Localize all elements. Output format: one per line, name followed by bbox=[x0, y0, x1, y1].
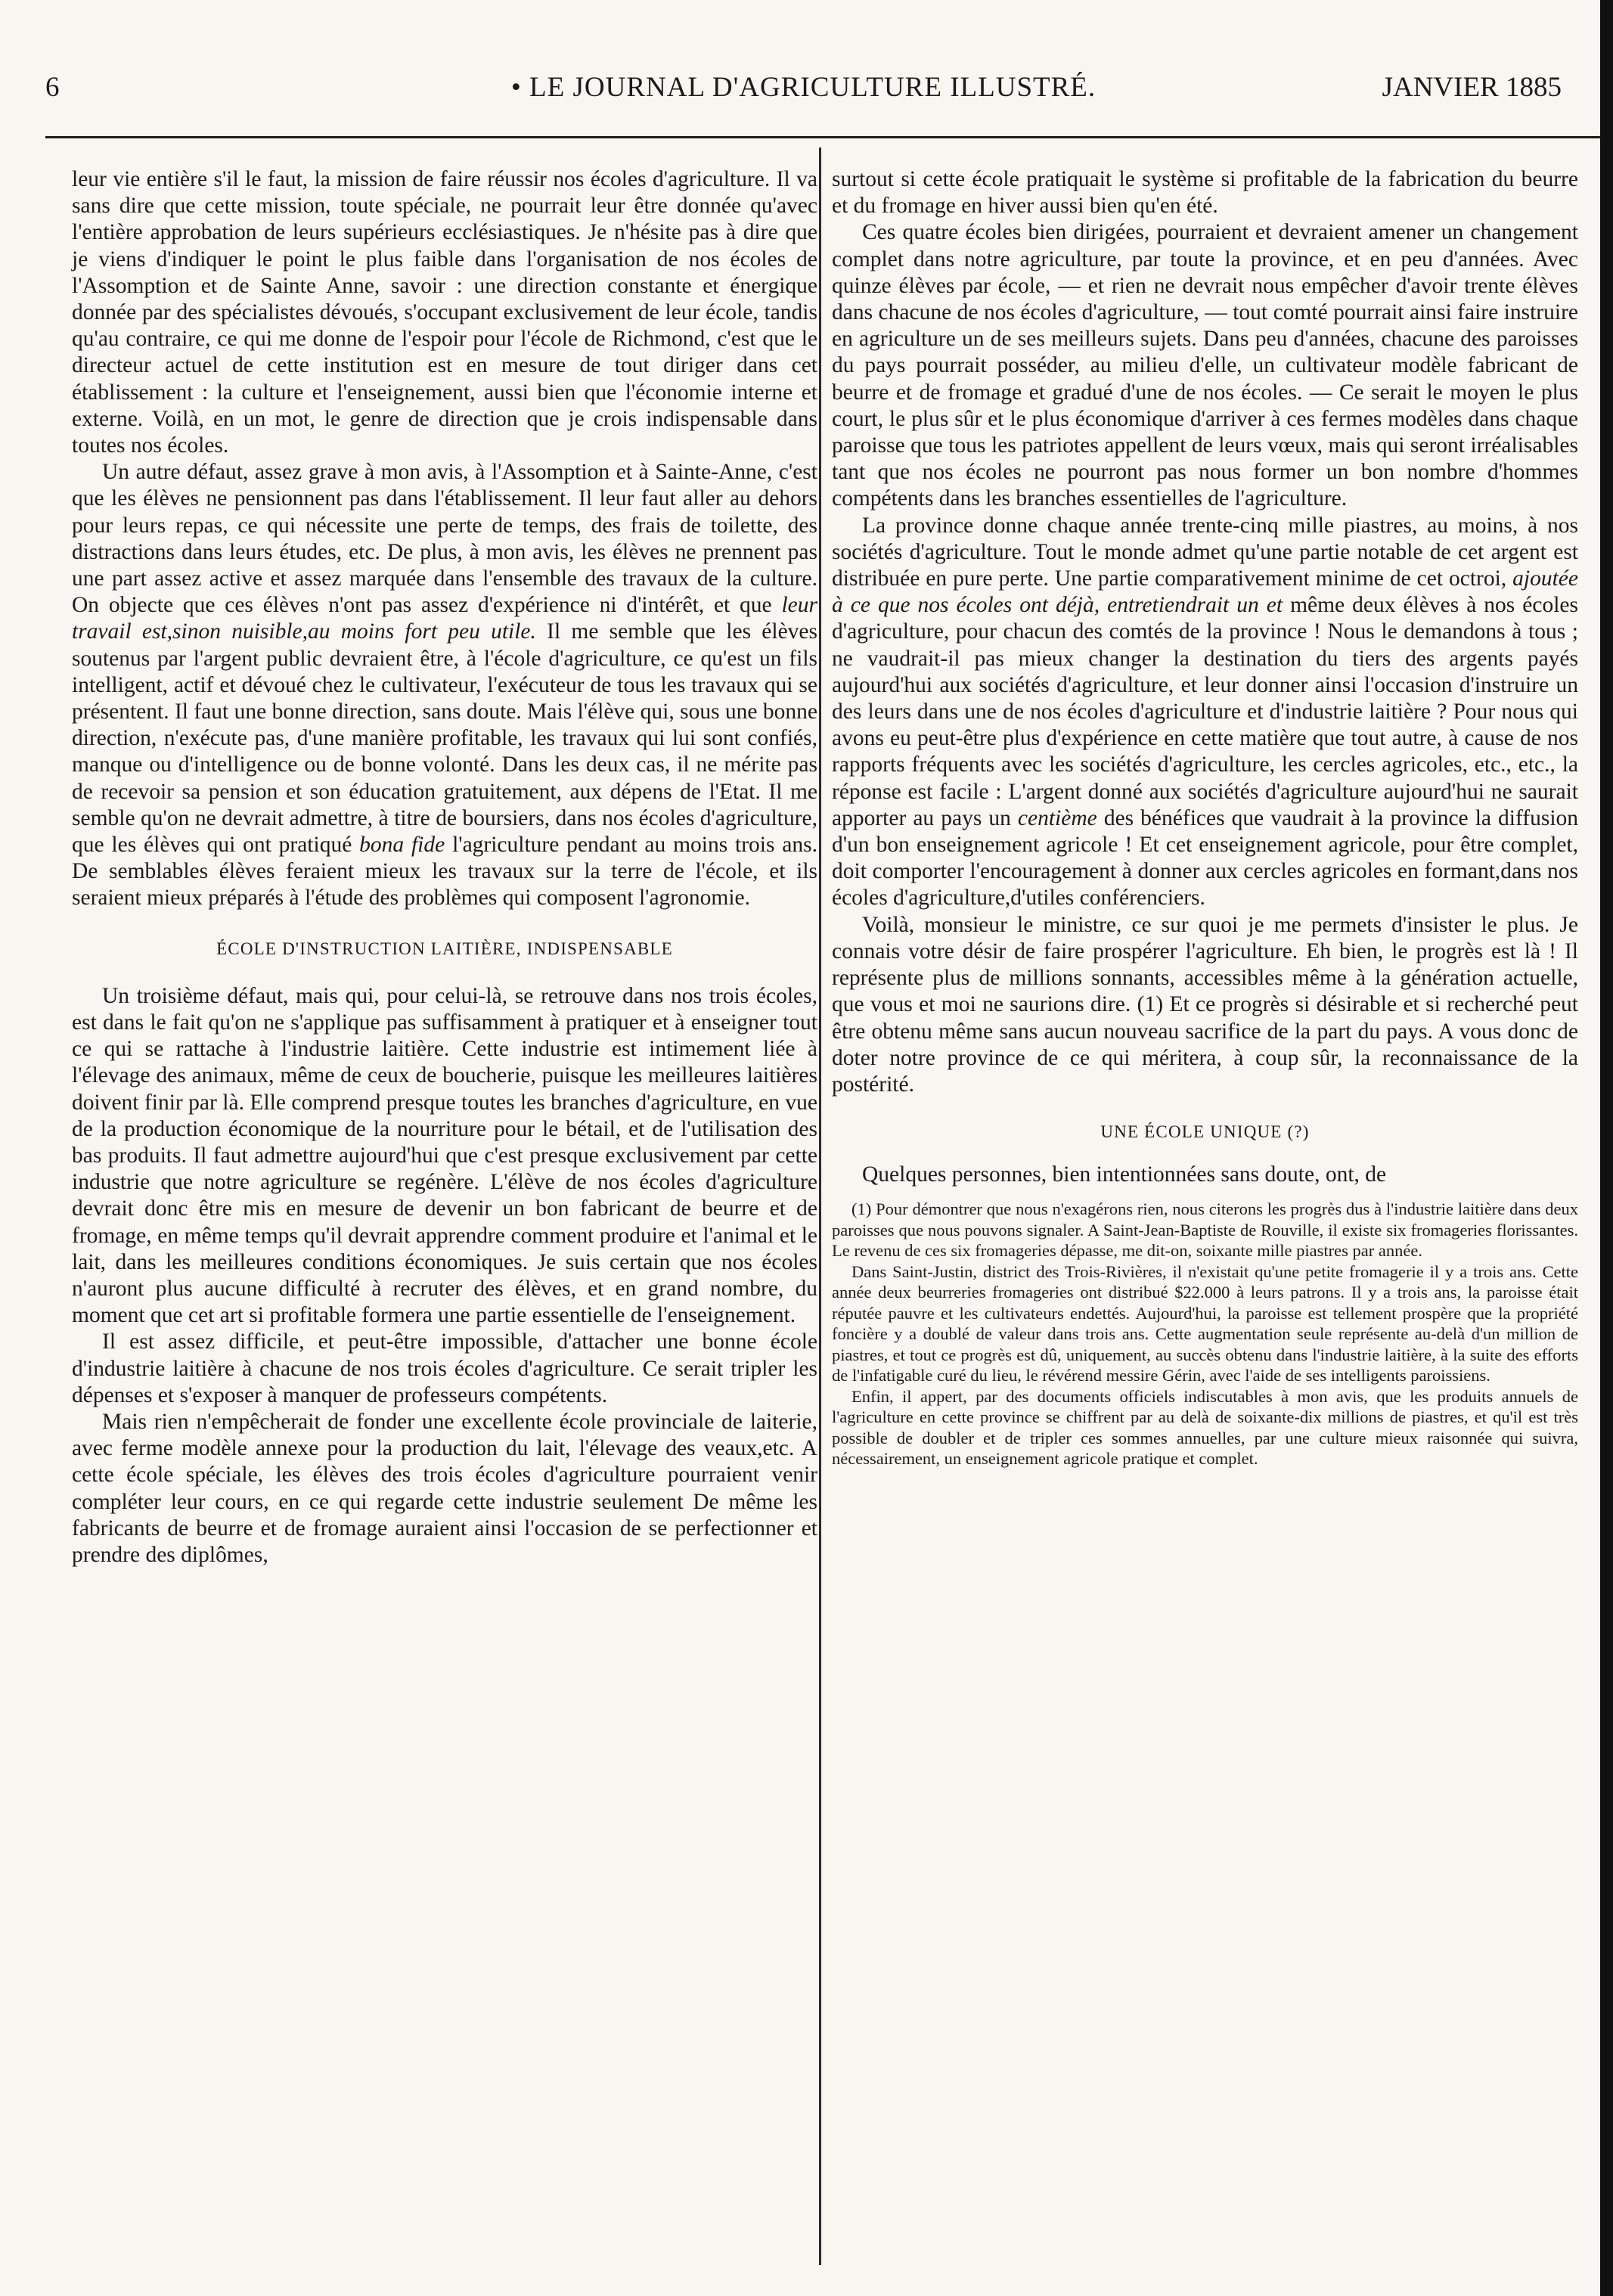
paragraph: Voilà, monsieur le ministre, ce sur quoi je me permets d'insister le plus. Je connais votre désir de faire prospérer l'agriculture. Eh bien, le progrès est là ! Il représente plus de millions sonnants, accessibles même à la génération actuelle, que vous et moi ne saurions dire. (1) Et ce progrès si désirable et si recherché peut être obtenu même sans aucun nouveau sacrifice de la part du pays. A vous donc de doter notre province de ce qui méritera, à coup sûr, la reconnaissance de la postérité. bbox=[832, 912, 1578, 1097]
paragraph: Mais rien n'empêcherait de fonder une excellente école provinciale de laiterie, avec ferme modèle annexe pour la production du lait, l'élevage des veaux,etc. A cette école spéciale, les élèves des trois écoles d'agriculture pourraient venir compléter leur cours, en ce qui regarde cette industrie seulement De même les fabricants de beurre et de fromage auraient ainsi l'occasion de se perfectionner et prendre des diplômes, bbox=[72, 1409, 817, 1567]
right-column bbox=[832, 166, 1578, 1469]
text-run: l'agriculture pendant au moins trois ans. De semblables élèves feraient mieux les travaux sur la terre de l'école, et ils seraient mieux préparés à l'étude des problèmes qui composent l'agronomie. bbox=[72, 833, 818, 911]
paragraph: Il est assez difficile, et peut-être impossible, d'attacher une bonne école d'industrie laitière à chacune de nos trois écoles d'agriculture. Ce serait tripler les dépenses et s'exposer à manquer de professeurs compétents. bbox=[72, 1330, 817, 1407]
paragraph: surtout si cette école pratiquait le système si profitable de la fabrication du beurre et du fromage en hiver aussi bien qu'en été. bbox=[832, 167, 1578, 219]
journal-title: • LE JOURNAL D'AGRICULTURE ILLUSTRÉ. bbox=[510, 72, 1097, 103]
paragraph bbox=[72, 459, 817, 911]
scan-edge bbox=[1600, 0, 1613, 2296]
column-divider bbox=[819, 147, 821, 2265]
paragraph: leur vie entière s'il le faut, la mission de faire réussir nos écoles d'agriculture. Il va sans dire que cette mission, toute spéciale, ne pourrait leur être donnée qu'avec l'entière approbation de leurs supérieurs ecclésiastiques. Je n'hésite pas à dire que je viens d'indiquer le point le plus faible dans l'organisation de nos écoles de l'Assomption et de Sainte Anne, savoir : une direction constante et énergique donnée par des spécialistes dévoués, s'occupant exclusivement de leur école, tandis qu'au contraire, ce qui me donne de l'espoir pour l'école de Richmond, c'est que le directeur actuel de cette institution est en mesure de tout diriger dans cet établissement : la culture et l'enseignement, aussi bien que l'économie interne et externe. Voilà, en un mot, le genre de direction que je crois indispensable dans toutes nos écoles. bbox=[72, 167, 817, 458]
text-run: Un autre défaut, assez grave à mon avis, à l'Assomption et à Sainte-Anne, c'est que les élèves ne pensionnent pas dans l'établissement. Il leur faut aller au dehors pour leurs repas, ce qui nécessite une perte de temps, des frais de toilette, des distractions dans leurs études, etc. De plus, à mon avis, les élèves ne prennent pas une part assez active et assez marquée dans l'ensemble des travaux de la culture. On objecte que ces élèves n'ont pas assez d'expérience ni d'intérêt, et que bbox=[72, 460, 817, 618]
italic-run: bona fide bbox=[359, 833, 445, 858]
footnote: Dans Saint-Justin, district des Trois-Rivières, il n'existait qu'une petite fromagerie il y a trois ans. Cette année deux beurreries fromageries ont distribué $22.000 à leurs patrons. Il y a trois ans, la paroisse était réputée pauvre et les cultivateurs endettés. Aujourd'hui, la paroisse est tellement prospère que la propriété foncière y a doublé de valeur dans trois ans. Cette augmentation seule représente au-delà d'un million de piastres, et tout ce progrès est dû, uniquement, au succès obtenu dans l'industrie laitière, à la suite des efforts de l'infatigable curé du lieu, le révérend messire Gérin, avec l'aide de ses intelligents paroissiens. bbox=[832, 1261, 1578, 1385]
footnote: (1) Pour démontrer que nous n'exagérons rien, nous citerons les progrès dus à l'industrie laitière dans deux paroisses que nous pouvons signaler. A Saint-Jean-Baptiste de Rouville, il existe six fromageries florissantes. Le revenu de ces six fromageries dépasse, me dit-on, soixante mille piastres par année. bbox=[832, 1199, 1578, 1261]
page-header bbox=[45, 65, 1562, 110]
text-run: La province donne chaque année trente-cinq mille piastres, au moins, à nos sociétés d'agriculture. Tout le monde admet qu'une partie notable de cet argent est distribuée en pure perte. Une partie comparativement minime de cet octroi, bbox=[832, 513, 1578, 591]
page-number: 6 bbox=[45, 72, 60, 103]
paragraph: Ces quatre écoles bien dirigées, pourraient et devraient amener un changement complet dans notre agriculture, par toute la province, et en peu d'années. Avec quinze élèves par école, — et rien ne devrait nous empêcher d'avoir trente élèves dans chacune de nos écoles d'agriculture, — tout comté pourrait ainsi faire instruire en agriculture un de ses meilleurs sujets. Dans peu d'années, chacune des paroisses du pays pourrait posséder, au milieu d'elle, un cultivateur modèle fabricant de beurre et de fromage et gradué d'une de nos écoles. — Ce serait le moyen le plus court, le plus sûr et le plus économique d'arriver à ces fermes modèles dans chaque paroisse que tous les patriotes appellent de leurs vœux, mais qui seront irréalisables tant que nos écoles ne pourront pas nous former un bon nombre d'hommes compétents dans les branches essentielles de l'agriculture. bbox=[832, 220, 1578, 511]
paragraph: Quelques personnes, bien intentionnées sans doute, ont, de bbox=[862, 1162, 1387, 1187]
left-column bbox=[72, 166, 817, 1568]
italic-run: leur travail est,sinon nuisible,au moins fort peu utile. bbox=[72, 593, 817, 644]
text-run: Il me semble que les élèves soutenus par l'argent public devraient être, à l'école d'agriculture, ce qu'est un fils intelligent, actif et dévoué chez le cultivateur, l'exécuteur de tous les travaux qui se présentent. Il faut une bonne direction, sans doute. Mais l'élève qui, sous une bonne direction, n'exécute pas, d'une manière profitable, les travaux qui lui sont confiés, manque ou d'intelligence ou de bonne volonté. Dans les deux cas, il ne mérite pas de recevoir sa pension et son éducation gratuitement, aux dépens de l'Etat. Il me semble qu'on ne devrait admettre, à titre de boursiers, dans nos écoles d'agriculture, que les élèves qui ont pratiqué bbox=[72, 619, 817, 858]
footnotes bbox=[832, 1199, 1578, 1469]
paragraph bbox=[832, 513, 1578, 912]
text-run: des bénéfices que vaudrait à la province la diffusion d'un bon enseignement agricole ! Et cet enseignement agricole, pour être complet, doit comporter l'encouragement à donner aux cercles agricoles en formant,dans nos écoles d'agriculture,d'utiles conférenciers. bbox=[832, 805, 1579, 911]
text-run: même deux élèves à nos écoles d'agriculture, pour chacun des comtés de la province ! Nous le demandons à tous ; ne vaudrait-il pas mieux changer la destination du tiers des argents payés aujourd'hui aux sociétés d'agriculture, et leur donner ainsi l'occasion d'instruire un des leurs dans une de nos écoles d'agriculture et d'industrie laitière ? Pour nous qui avons eu peut-être plus d'expérience en cette matière que tout autre, à cause de nos rapports fréquents avec les sociétés d'agriculture, les cercles agricoles, etc., etc., la réponse est facile : L'argent donné aux sociétés d'agriculture aujourd'hui ne saurait apporter au pays un bbox=[832, 593, 1578, 830]
footnote: Enfin, il appert, par des documents officiels indiscutables à mon avis, que les produits annuels de l'agriculture en cette province se chiffrent par au delà de soixante-dix millions de piastres, et qu'il est très possible de doubler et de tripler ces sommes annuelles, par une culture mieux raisonnée qui suivra, nécessairement, un enseignement agricole pratique et complet. bbox=[832, 1386, 1578, 1469]
italic-run: centième bbox=[1017, 805, 1097, 830]
paragraph: Un troisième défaut, mais qui, pour celui-là, se retrouve dans nos trois écoles, est dans le fait qu'on ne s'applique pas suffisamment à pratiquer et à enseigner tout ce qui se rattache à l'industrie laitière. Cette industrie est intimement liée à l'élevage des animaux, même de ceux de boucherie, puisque les meilleures laitières doivent finir par là. Elle comprend presque toutes les branches d'agriculture, en vue de la production économique de la nourriture pour le bétail, et de l'utilisation des bas produits. Il faut admettre aujourd'hui que c'est presque exclusivement par cette industrie que notre agriculture se regénère. L'élève de nos écoles d'agriculture devrait donc être mis en mesure de devenir un bon fabricant de beurre et de fromage, en même temps qu'il devrait apprendre comment produire et l'animal et le lait, dans les meilleures conditions économiques. Je suis certain que nos écoles n'auront plus aucune difficulté à recruter des élèves, et en grand nombre, du moment que cet art si profitable formera une partie essentielle de l'enseignement. bbox=[72, 983, 817, 1328]
italic-run: ajoutée à ce que nos écoles ont déjà, entretiendrait un et bbox=[832, 566, 1578, 618]
section-heading: UNE ÉCOLE UNIQUE (?) bbox=[1100, 1122, 1310, 1142]
header-rule bbox=[45, 136, 1605, 138]
issue-date: JANVIER 1885 bbox=[1382, 72, 1562, 103]
section-heading: ÉCOLE D'INSTRUCTION LAITIÈRE, INDISPENSABLE bbox=[216, 939, 673, 958]
